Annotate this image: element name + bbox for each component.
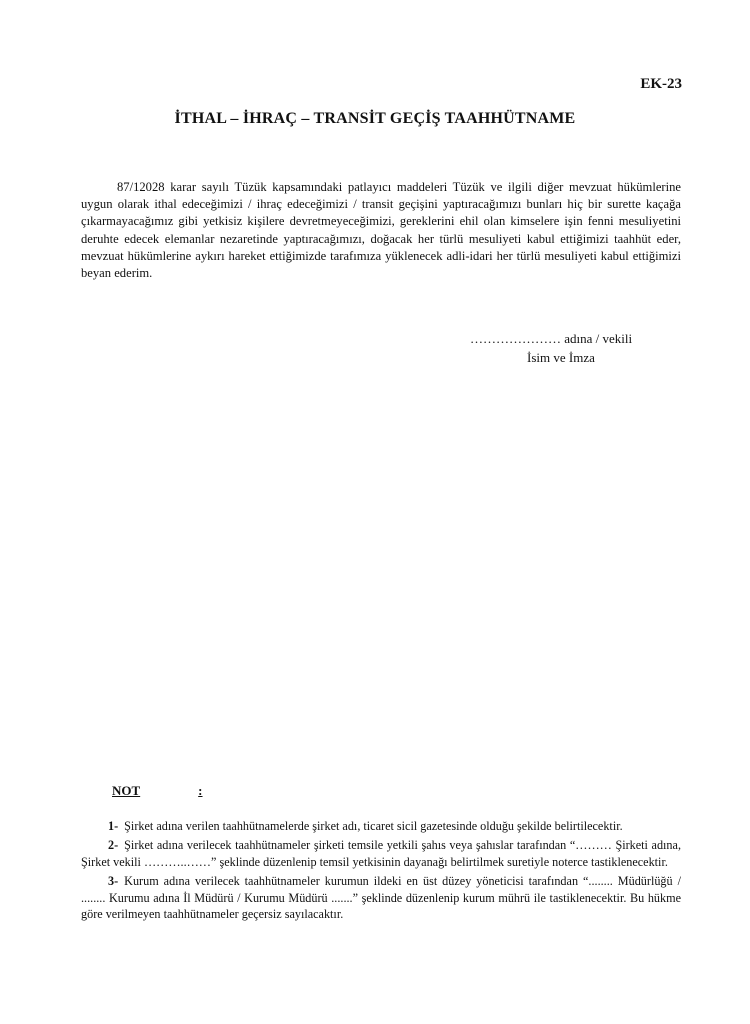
note-heading xyxy=(112,783,203,799)
annex-label: EK-23 xyxy=(640,76,682,92)
note-number: 1- xyxy=(108,819,119,833)
commitment-text: 87/12028 karar sayılı Tüzük kapsamındaki patlayıcı maddeleri Tüzük ve ilgili diğer mevzuat hükümlerine uygun olarak ithal edeceğimizi / ihraç edeceğimizi / transit geçişini yaptıracağımızı bunları hiç bir surette kaçağa çıkarmayacağımız gibi yetkisiz kişilere devretmeyeceğimizi, gereklerini ehil olan kimselere işin fenni mesuliyetini deruhte edecek elemanlar nezaretinde yaptıracağımızı, doğacak her türlü mesuliyeti kabul ettiğimizi taahhüt eder, mevzuat hükümlerine aykırı hareket ettiğimizde tarafımıza yüklenecek adli-idari her türlü mesuliyeti kabul ettiğimizi beyan ederim. xyxy=(81,180,681,281)
notes-list xyxy=(81,818,681,925)
on-behalf-label: adına / vekili xyxy=(564,331,633,346)
note-heading-label: NOT xyxy=(112,783,141,798)
note-text: Şirket adına verilen taahhütnamelerde şirket adı, ticaret sicil gazetesinde olduğu şekilde belirtilecektir. xyxy=(124,819,623,833)
note-number: 3- xyxy=(108,874,119,889)
document-title: İTHAL – İHRAÇ – TRANSİT GEÇİŞ TAAHHÜTNAME xyxy=(174,110,576,127)
signature-block xyxy=(470,329,710,367)
name-signature-label: İsim ve İmza xyxy=(527,350,595,365)
note-text: Şirket adına verilecek taahhütnameler şirketi temsile yetkili şahıs veya şahıslar tarafından “……… Şirketi adına, Şirket vekili ………..……” şeklinde düzenlenip temsil yetkisinin dayanağı belirtilmek suretiyle noterce tastiklenecektir. xyxy=(81,838,681,869)
note-item xyxy=(81,837,681,870)
signature-line xyxy=(470,329,710,348)
note-heading-colon: : xyxy=(198,783,203,798)
note-item xyxy=(81,818,681,834)
signature-dots: ………………… xyxy=(470,331,561,346)
commitment-paragraph xyxy=(81,179,681,282)
note-number: 2- xyxy=(108,838,119,853)
note-item xyxy=(81,873,681,922)
note-text: Kurum adına verilecek taahhütnameler kurumun ildeki en üst düzey yöneticisi tarafından “........ Müdürlüğü / ........ Kurumu adına İl Müdürü / Kurumu Müdürü .......” şeklinde düzenlenip kurum mührü ile tastiklenecektir. Bu hükme göre verilmeyen taahhütnameler geçersiz sayılacaktır. xyxy=(81,874,681,922)
